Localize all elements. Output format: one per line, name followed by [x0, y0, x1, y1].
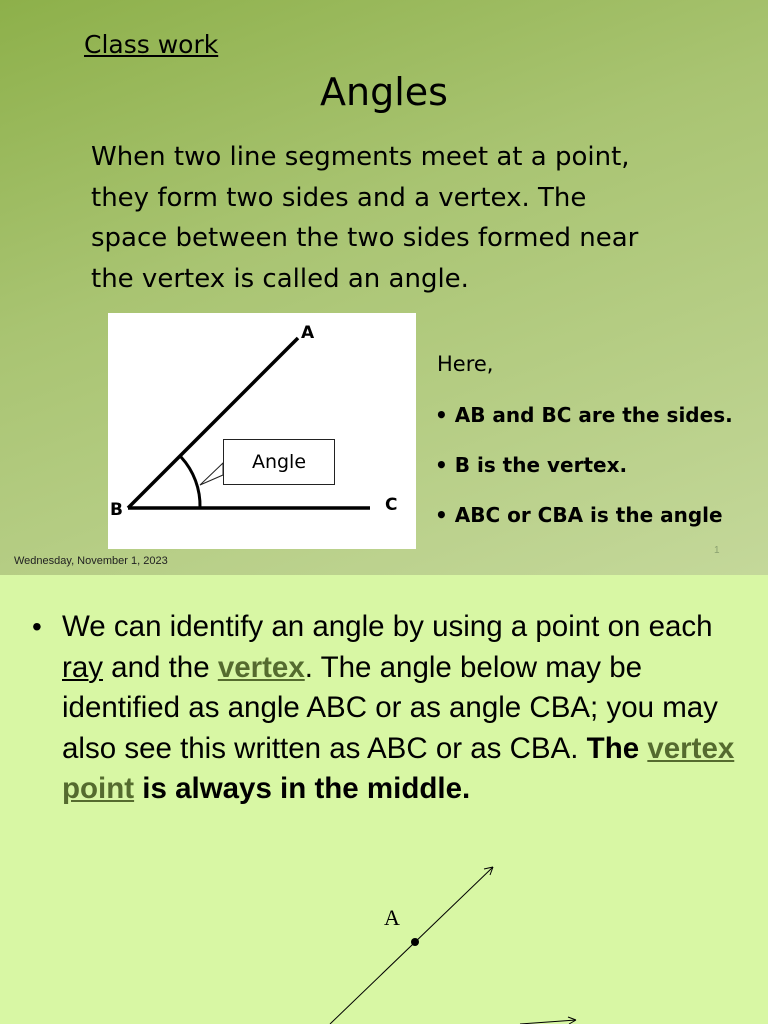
point-a-label: A — [301, 323, 315, 343]
class-work-heading: Class work — [84, 30, 219, 59]
page-number: 1 — [714, 545, 720, 556]
angle-figure — [108, 313, 416, 549]
angle-bullet: • ABC or CBA is the angle — [435, 503, 723, 527]
bullet-text: B is the vertex. — [454, 453, 628, 477]
vertex-link[interactable]: vertex — [217, 650, 305, 684]
bullet-dot: • — [32, 611, 42, 642]
ray-bc — [520, 1020, 576, 1024]
slide-title: Angles — [320, 70, 448, 114]
text-run: and the — [102, 650, 218, 684]
angle-abc-diagram — [0, 575, 768, 1024]
slide-2 — [0, 575, 768, 1024]
point-a-dot — [411, 938, 419, 946]
intro-paragraph — [91, 137, 711, 299]
intro-line: they form two sides and a vertex. The — [91, 182, 587, 213]
slide-date: Wednesday, November 1, 2023 — [14, 555, 168, 567]
intro-line: When two line segments meet at a point, — [91, 142, 630, 172]
intro-line: space between the two sides formed near — [91, 223, 639, 253]
bullet-text: ABC or CBA is the angle — [454, 503, 723, 527]
bold-run: The — [586, 731, 648, 765]
point-b-label: B — [110, 500, 123, 520]
point-c-label: C — [385, 495, 398, 515]
sides-bullet: • AB and BC are the sides. — [435, 403, 733, 427]
text-run: . The angle below may be identified as angle ABC or as angle CBA; you may also see this written as ABC or as CBA. — [62, 650, 718, 765]
angle-callout: Angle — [223, 439, 335, 485]
bold-run: is always in the middle. — [134, 772, 471, 805]
ray-term: ray — [62, 650, 103, 684]
vertex-point-link[interactable]: vertex point — [62, 731, 735, 805]
point-a-label: A — [384, 905, 400, 930]
intro-line: the vertex is called an angle. — [91, 263, 469, 294]
angle-arc — [181, 457, 200, 508]
callout-pointer — [200, 463, 223, 485]
ray-ba — [330, 867, 493, 1024]
vertex-bullet: • B is the vertex. — [435, 453, 628, 477]
angle-diagram — [108, 313, 416, 549]
bullet-text: AB and BC are the sides. — [454, 403, 733, 427]
text-run: We can identify an angle by using a point on each — [62, 610, 713, 643]
here-label: Here, — [437, 352, 494, 376]
